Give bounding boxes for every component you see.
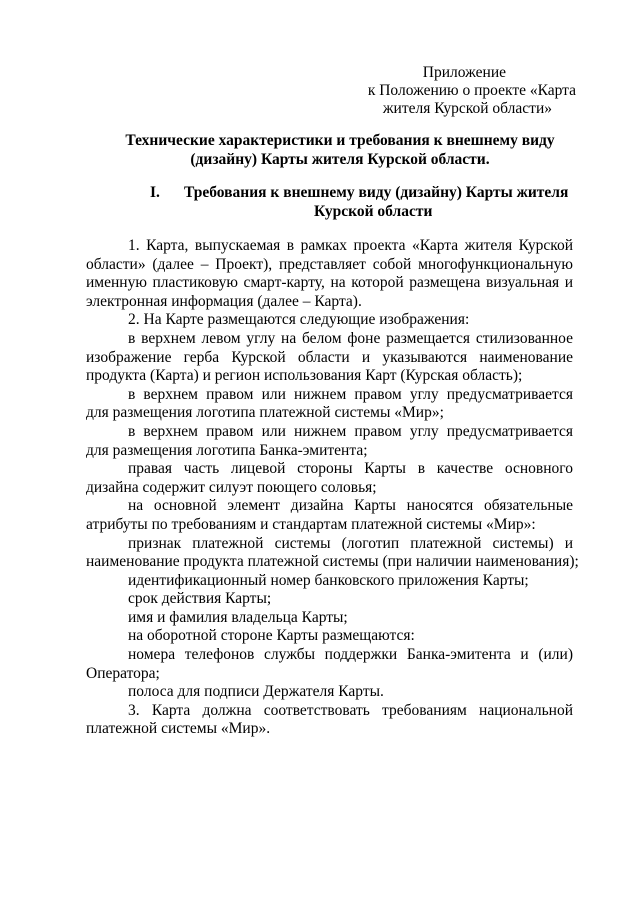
body-line: продукта (Карта) и регион использования Карт (Курская область); — [86, 367, 523, 385]
section-number: I. — [150, 184, 160, 201]
section-heading-line: Курской области — [314, 203, 433, 220]
body-line: номера телефонов службы поддержки Банка-эмитента и (или) — [128, 646, 573, 664]
body-line: 2. На Карте размещаются следующие изображения: — [128, 311, 470, 329]
body-line: атрибуты по требованиям и стандартам платежной системы «Мир»: — [86, 515, 536, 533]
body-line: для размещения логотипа Банка-эмитента; — [86, 441, 368, 459]
body-line: в верхнем левом углу на белом фоне размещается стилизованное — [128, 329, 573, 347]
body-line: именную пластиковую смарт-карту, на которой размещена визуальная и — [86, 274, 573, 292]
body-line: идентификационный номер банковского приложения Карты; — [128, 571, 529, 589]
body-line: для размещения логотипа платежной системы «Мир»; — [86, 404, 444, 422]
appendix-line: к Положению о проекте «Карта — [367, 82, 576, 99]
body-line: в верхнем правом или нижнем правом углу предусматривается — [128, 422, 573, 440]
appendix-header — [330, 64, 576, 118]
title-line: Технические характеристики и требования к внешнему виду — [125, 132, 555, 149]
body-line: Оператора; — [86, 664, 160, 682]
body-line: на основной элемент дизайна Карты наносятся обязательные — [128, 497, 573, 515]
document-body — [86, 237, 579, 739]
body-line: на оборотной стороне Карты размещаются: — [128, 627, 415, 645]
body-line: правая часть лицевой стороны Карты в качестве основного — [128, 460, 573, 478]
body-line: 1. Карта, выпускаемая в рамках проекта «Карта жителя Курской — [128, 237, 573, 254]
body-line: платежной системы «Мир». — [86, 720, 271, 738]
section-heading-line: Требования к внешнему виду (дизайну) Карты жителя — [184, 184, 569, 201]
body-line: срок действия Карты; — [128, 590, 272, 608]
title-line: (дизайну) Карты жителя Курской области. — [190, 151, 490, 168]
body-line: электронная информация (далее – Карта). — [86, 292, 362, 310]
body-line: признак платежной системы (логотип платежной системы) и — [128, 534, 573, 552]
appendix-line: жителя Курской области» — [382, 100, 552, 117]
body-line: полоса для подписи Держателя Карты. — [128, 683, 384, 701]
body-line: области» (далее – Проект), представляет собой многофункциональную — [86, 255, 573, 273]
body-line: в верхнем правом или нижнем правом углу предусматривается — [128, 385, 573, 403]
body-line: 3. Карта должна соответствовать требованиям национальной — [128, 701, 573, 719]
body-line: наименование продукта платежной системы (при наличии наименования); — [86, 553, 579, 571]
appendix-line: Приложение — [422, 64, 506, 81]
body-line: изображение герба Курской области и указываются наименование — [86, 348, 573, 366]
body-line: дизайна содержит силуэт поющего соловья; — [86, 478, 377, 496]
document-title — [100, 131, 580, 169]
body-line: имя и фамилия владельца Карты; — [128, 608, 348, 626]
